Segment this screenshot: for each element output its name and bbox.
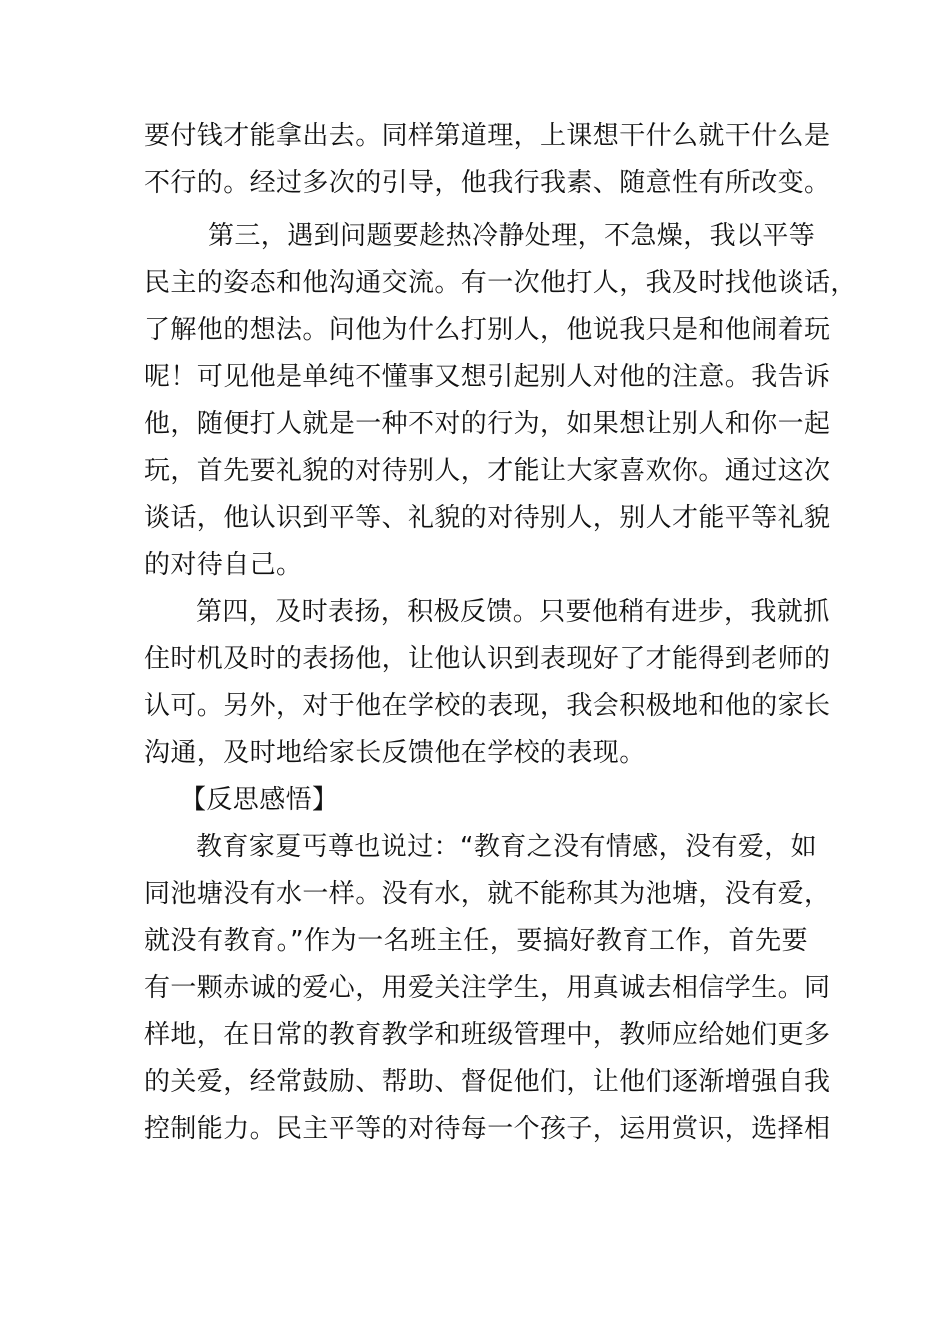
text-line: 样地，在日常的教育教学和班级管理中，教师应给她们更多: [144, 1020, 831, 1050]
text-line: 不行的。经过多次的引导，他我行我素、随意性有所改变。: [144, 168, 831, 198]
paragraph-first-line: 第三，遇到问题要趁热冷静处理，不急燥，我以平等: [208, 221, 816, 251]
text-line: 谈话，他认识到平等、礼貌的对待别人，别人才能平等礼貌: [144, 503, 831, 533]
paragraph-first-line: 教育家夏丐尊也说过：“教育之没有情感，没有爱，如: [196, 832, 818, 862]
section-heading: 【反思感悟】: [180, 785, 339, 815]
paragraph-first-line: 第四，及时表扬，积极反馈。只要他稍有进步，我就抓: [196, 597, 830, 627]
text-line: 控制能力。民主平等的对待每一个孩子，运用赏识，选择相: [144, 1114, 831, 1144]
text-line: 沟通，及时地给家长反馈他在学校的表现。: [144, 738, 646, 768]
text-line: 有一颗赤诚的爱心，用爱关注学生，用真诚去相信学生。同: [144, 973, 831, 1003]
text-line: 玩，首先要礼貌的对待别人，才能让大家喜欢你。通过这次: [144, 456, 831, 486]
text-line: 同池塘没有水一样。没有水，就不能称其为池塘，没有爱，: [144, 879, 831, 909]
text-line: 就没有教育。”作为一名班主任，要搞好教育工作，首先要: [144, 926, 808, 956]
text-line: 要付钱才能拿出去。同样第道理，上课想干什么就干什么是: [144, 121, 831, 151]
text-line: 的关爱，经常鼓励、帮助、督促他们，让他们逐渐增强自我: [144, 1067, 831, 1097]
text-line: 的对待自己。: [144, 550, 303, 580]
text-line: 了解他的想法。问他为什么打别人，他说我只是和他闹着玩: [144, 315, 831, 345]
text-line: 他，随便打人就是一种不对的行为，如果想让别人和你一起: [144, 409, 831, 439]
text-line: 认可。另外，对于他在学校的表现，我会积极地和他的家长: [144, 691, 831, 721]
text-line: 民主的姿态和他沟通交流。有一次他打人，我及时找他谈话，: [144, 268, 857, 298]
text-line: 住时机及时的表扬他，让他认识到表现好了才能得到老师的: [144, 644, 831, 674]
text-line: 呢！可见他是单纯不懂事又想引起别人对他的注意。我告诉: [144, 362, 831, 392]
